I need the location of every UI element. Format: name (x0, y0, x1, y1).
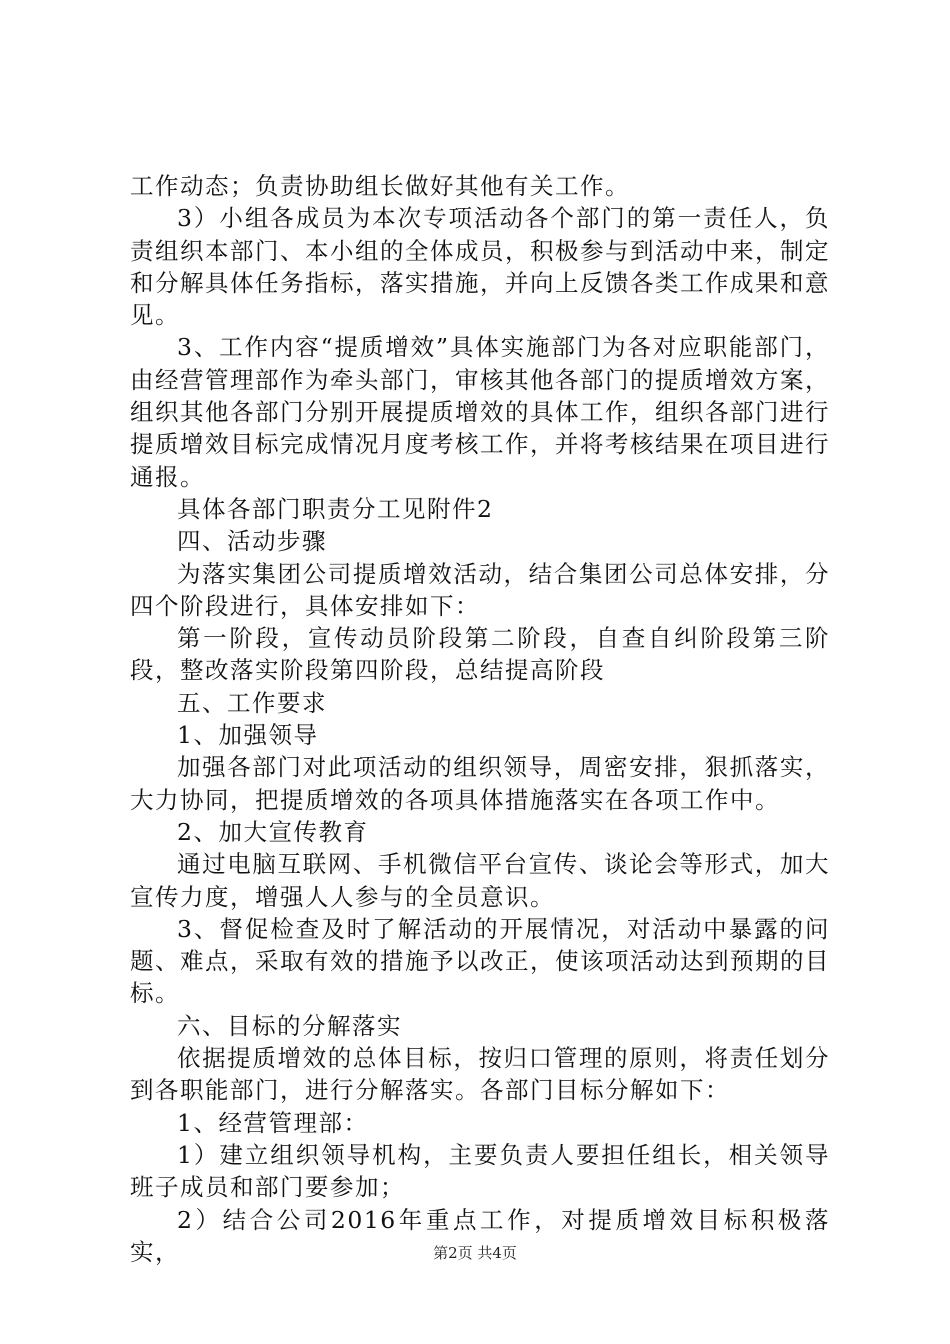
paragraph: 为落实集团公司提质增效活动，结合集团公司总体安排，分四个阶段进行，具体安排如下： (130, 559, 830, 620)
paragraph: 工作动态；负责协助组长做好其他有关工作。 (130, 172, 630, 200)
paragraph: 2）结合公司2016年重点工作，对提质增效目标积极落实， (130, 1205, 830, 1266)
subsection-heading: 1、经营管理部： (177, 1108, 369, 1137)
paragraph: 依据提质增效的总体目标，按归口管理的原则，将责任划分到各职能部门，进行分解落实。各部门目标分解如下： (130, 1044, 830, 1105)
document-body (130, 170, 830, 1268)
paragraph: 3、督促检查及时了解活动的开展情况，对活动中暴露的问题、难点，采取有效的措施予以改正，使该项活动达到预期的目标。 (130, 914, 830, 1008)
paragraph: 具体各部门职责分工见附件2 (177, 494, 494, 523)
section-heading: 五、工作要求 (177, 688, 327, 717)
paragraph: 第一阶段，宣传动员阶段第二阶段，自查自纠阶段第三阶段，整改落实阶段第四阶段，总结提高阶段 (130, 624, 830, 685)
section-heading: 六、目标的分解落实 (177, 1011, 402, 1040)
subsection-heading: 2、加大宣传教育 (177, 817, 369, 846)
page-number-label: 第2页 共4页 (433, 1244, 517, 1262)
paragraph: 通过电脑互联网、手机微信平台宣传、谈论会等形式，加大宣传力度，增强人人参与的全员意识。 (130, 850, 830, 911)
paragraph: 3）小组各成员为本次专项活动各个部门的第一责任人，负责组织本部门、本小组的全体成员，积极参与到活动中来，制定和分解具体任务指标，落实措施，并向上反馈各类工作成果和意见。 (130, 204, 830, 330)
paragraph: 加强各部门对此项活动的组织领导，周密安排，狠抓落实，大力协同，把提质增效的各项具体措施落实在各项工作中。 (130, 753, 830, 814)
subsection-heading: 1、加强领导 (177, 721, 319, 750)
page-footer (0, 1243, 950, 1263)
paragraph: 1）建立组织领导机构，主要负责人要担任组长，相关领导班子成员和部门要参加； (130, 1140, 830, 1202)
paragraph: 3、工作内容“提质增效”具体实施部门为各对应职能部门，由经营管理部作为牵头部门，审核其他各部门的提质增效方案，组织其他各部门分别开展提质增效的具体工作，组织各部门进行提质增效目标完成情况月度考核工作，并将考核结果在项目进行通报。 (130, 333, 830, 491)
section-heading: 四、活动步骤 (177, 527, 327, 556)
